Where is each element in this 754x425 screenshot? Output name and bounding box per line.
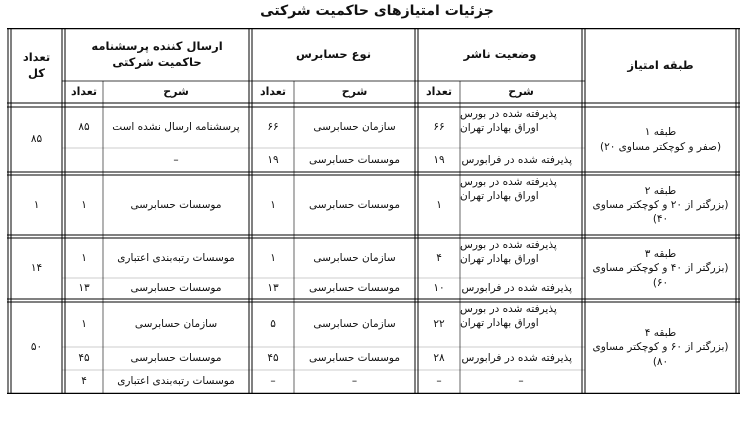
r4-auditor-count-2: ۴۵ xyxy=(267,352,279,365)
header-publisher-status: وضعیت ناشر xyxy=(463,46,537,61)
r4-status-count-2: ۲۸ xyxy=(433,352,445,365)
subheader-status-count: تعداد xyxy=(425,84,453,98)
r3-status-desc-2: پذیرفته شده در فرابورس xyxy=(461,282,572,295)
r4-quest-desc-1: سازمان حسابرسی xyxy=(134,318,218,331)
subheader-status-desc: شرح xyxy=(508,84,534,98)
r2-status-desc-1: پذیرفته شده در بورس اوراق بهادار تهران xyxy=(460,176,557,203)
r3-total: ۱۴ xyxy=(30,262,43,275)
r4-total: ۵۰ xyxy=(30,341,43,354)
r4-quest-count-2: ۴۵ xyxy=(78,352,90,365)
r3-status-desc-1: پذیرفته شده در بورس اوراق بهادار تهران xyxy=(460,239,557,266)
r3-auditor-desc-2: موسسات حسابرسی xyxy=(309,282,400,295)
r2-auditor-desc-1: موسسات حسابرسی xyxy=(309,198,400,211)
r3-quest-desc-1: موسسات رتبه‌بندی اعتباری xyxy=(117,251,235,264)
r1-auditor-desc-2: موسسات حسابرسی xyxy=(309,153,400,166)
r1-total: ۸۵ xyxy=(30,133,43,146)
r4-status-desc-1: پذیرفته شده در بورس اوراق بهادار تهران xyxy=(460,303,557,330)
header-questionnaire-sender: ارسال کننده پرسشنامه حاکمیت شرکتی xyxy=(91,38,223,69)
header-auditor-type: نوع حسابرس xyxy=(295,46,372,61)
r4-quest-count-3: ۴ xyxy=(81,375,87,388)
tier-2-label: طبقه ۲ (بزرگتر از ۲۰ و کوچکتر مساوی ۴۰) xyxy=(592,184,729,226)
header-total-count: تعداد کل xyxy=(22,49,51,80)
r3-auditor-desc-1: سازمان حسابرسی xyxy=(313,251,396,264)
r4-auditor-count-3: – xyxy=(270,375,276,388)
header-tier: طبقه امتیاز xyxy=(627,57,694,72)
r1-status-count-1: ۶۶ xyxy=(433,121,445,134)
r2-quest-desc-1: موسسات حسابرسی xyxy=(130,198,222,211)
r4-status-desc-2: پذیرفته شده در فرابورس xyxy=(461,352,572,365)
r4-auditor-desc-3: – xyxy=(351,375,358,388)
r3-quest-desc-2: موسسات حسابرسی xyxy=(130,282,222,295)
r1-status-count-2: ۱۹ xyxy=(433,153,445,166)
r4-status-desc-3: – xyxy=(518,375,524,388)
r4-quest-desc-2: موسسات حسابرسی xyxy=(130,352,222,365)
subheader-quest-count: تعداد xyxy=(70,84,98,98)
r1-status-desc-1: پذیرفته شده در بورس اوراق بهادار تهران xyxy=(460,108,557,135)
tier-1-label: طبقه ۱ (صفر و کوچکتر مساوی ۲۰) xyxy=(599,126,722,153)
r4-quest-desc-3: موسسات رتبه‌بندی اعتباری xyxy=(117,375,235,388)
r4-auditor-desc-1: سازمان حسابرسی xyxy=(313,318,396,331)
subheader-auditor-count: تعداد xyxy=(259,84,287,98)
r3-quest-count-2: ۱۳ xyxy=(78,282,90,295)
r4-status-count-1: ۲۲ xyxy=(433,318,445,331)
r1-status-desc-2: پذیرفته شده در فرابورس xyxy=(461,153,572,166)
score-details-table xyxy=(7,28,740,394)
r3-auditor-count-1: ۱ xyxy=(270,251,276,264)
r1-auditor-desc-1: سازمان حسابرسی xyxy=(313,121,396,134)
r3-quest-count-1: ۱ xyxy=(81,251,87,264)
r2-auditor-count-1: ۱ xyxy=(270,198,276,211)
subheader-quest-desc: شرح xyxy=(163,84,189,98)
r1-auditor-count-1: ۶۶ xyxy=(267,121,279,134)
r4-auditor-desc-2: موسسات حسابرسی xyxy=(309,352,400,365)
tier-4-label: طبقه ۴ (بزرگتر از ۶۰ و کوچکتر مساوی ۸۰) xyxy=(592,327,729,368)
r4-quest-count-1: ۱ xyxy=(81,318,87,331)
r3-auditor-count-2: ۱۳ xyxy=(267,282,279,295)
r1-quest-desc-2: – xyxy=(173,153,179,166)
r1-quest-count-1: ۸۵ xyxy=(78,121,90,134)
r3-status-count-2: ۱۰ xyxy=(433,282,445,295)
tier-3-label: طبقه ۳ (بزرگتر از ۴۰ و کوچکتر مساوی ۶۰) xyxy=(592,248,729,289)
r1-auditor-count-2: ۱۹ xyxy=(267,153,279,166)
subheader-auditor-desc: شرح xyxy=(341,84,368,98)
r2-total: ۱ xyxy=(33,198,40,211)
r2-quest-count-1: ۱ xyxy=(81,198,87,211)
r4-status-count-3: – xyxy=(436,375,442,388)
table-title: جزئیات امتیازهای حاکمیت شرکتی xyxy=(260,3,494,19)
r1-quest-desc-1: پرسشنامه ارسال نشده است xyxy=(112,121,240,134)
r3-status-count-1: ۴ xyxy=(436,251,442,264)
r2-status-count-1: ۱ xyxy=(436,198,442,211)
r4-auditor-count-1: ۵ xyxy=(270,318,276,331)
